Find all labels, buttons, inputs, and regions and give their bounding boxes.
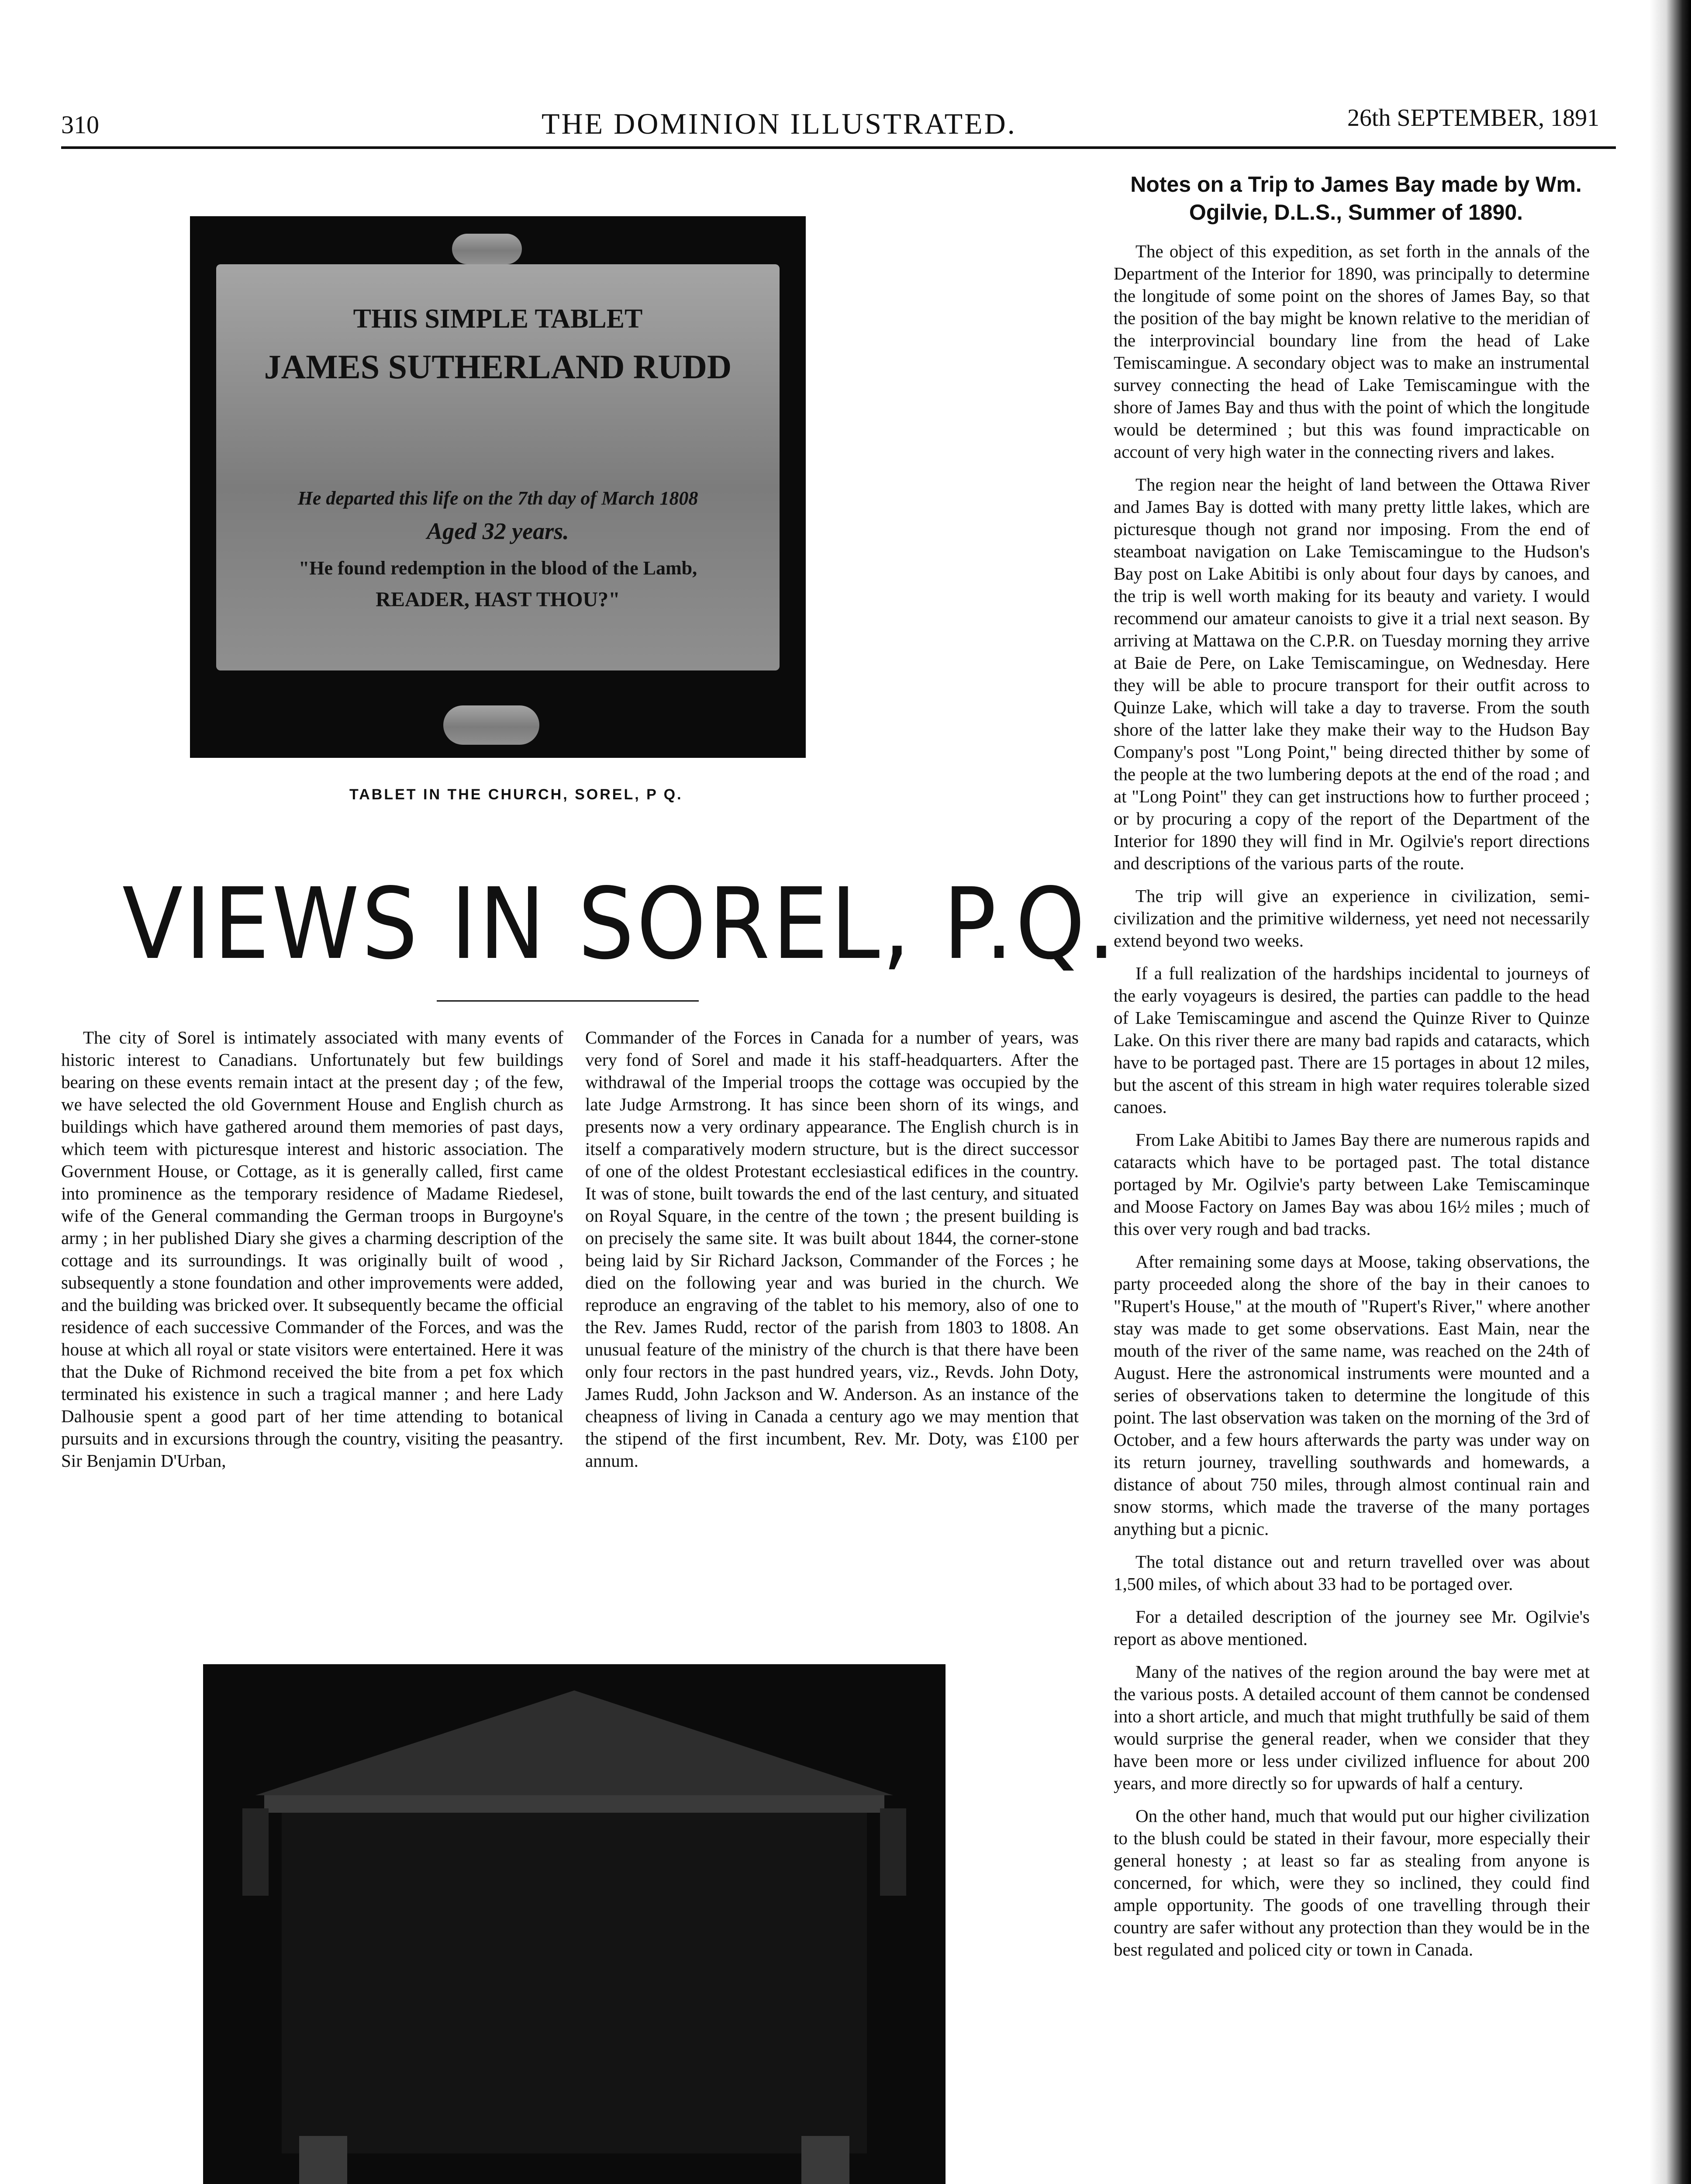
article-paragraph: The trip will give an experience in civilization, semi-civilization and the primitive wilderness, yet need not necessarily extend beyond two weeks. — [1114, 886, 1590, 950]
masthead: THE DOMINION ILLUSTRATED. — [542, 107, 1017, 140]
tablet-line: READER, HAST THOU?" — [376, 588, 620, 611]
tablet-pediment — [203, 1664, 946, 2184]
article-paragraph: Commander of the Forces in Canada for a number of years, was very fond of Sorel and made it his staff-headquarters. After the withdrawal of the Imperial troops the cottage was occupied by the late Judge Armstrong. It has since been shorn of its wings, and presents now a very ordinary appearance. The English church is in itself a comparatively modern structure, but is the direct successor of one of the oldest Protestant ecclesiastical edifices in the country. It was of stone, built towards the end of the last century, and situated on Royal Square, in the centre of the town ; the present building is on precisely the same site. It was built about 1844, the corner-stone being laid by Sir Richard Jackson, Commander of the Forces ; he died on the following year and was buried in the church. We reproduce an engraving of the tablet to his memory, also of one to the Rev. James Rudd, rector of the parish from 1803 to 1808. An unusual feature of the ministry of the church is that there have been only four rectors in the past hundred years, viz., Revds. John Doty, James Rudd, John Jackson and W. Anderson. As an instance of the cheapness of living in Canada a century ago we may mention that the stipend of the first incumbent, Rev. Mr. Doty, was £100 per annum. — [585, 1027, 1079, 1471]
tablet-line: THIS SIMPLE TABLET — [353, 304, 643, 334]
article-paragraph: On the other hand, much that would put our higher civilization to the blush could be stated in their favour, more especially their general honesty ; at least so far as stealing from anyone is concerned, for which, were they so inclined, they could find ample opportunity. The goods of one travelling through their country are safer without any protection than they would be in the best regulated and policed city or town in Canada. — [1114, 1806, 1590, 1959]
tablet-line: "He found redemption in the blood of the Lamb, — [298, 557, 697, 579]
article-paragraph: The city of Sorel is intimately associated with many events of historic interest to Canadians. Unfortunately but few buildings bearing on these events remain intact at the present day ; of the few, we have selected the old Government House and English church as buildings which have gathered around them memories of past days, which teem with picturesque interest and historic association. The Government House, or Cottage, as it is generally called, first came into prominence as the temporary residence of Madame Riedesel, wife of the General commanding the German troops in Burgoyne's army ; in her published Diary she gives a charming description of the cottage and its surroundings. It was originally built of wood , subsequently a stone foundation and other improvements were added, and the building was bricked over. It subsequently became the official residence of each successive Commander of the Forces, and was the house at which all royal or state visitors were entertained. Here it was that the Duke of Richmond received the bite from a pet fox which terminated his existence in such a tragical manner ; and here Lady Dalhousie spent a good part of her time attending to botanical pursuits and in excursions through the country, visiting the peasantry. Sir Benjamin D'Urban, — [61, 1027, 563, 1471]
tablet-photo-rudd — [190, 216, 806, 758]
tablet-line: He departed this life on the 7th day of March 1808 — [297, 487, 698, 509]
page-number: 310 — [61, 111, 99, 139]
page-edge-shadow — [1650, 0, 1691, 2184]
sorel-article-column-1 — [61, 1026, 563, 1482]
article-paragraph: After remaining some days at Moose, taking observations, the party proceeded along the shore of the bay in their canoes to "Rupert's House," at the mouth of "Rupert's River," where another stay was made to get some observations. East Main, near the mouth of the river of the same name, was reached on the 24th of August. Here the astronomical instruments were mounted and a series of observations taken to determine the longitude of this point. The last observation was taken on the morning of the 3rd of October, and a few hours afterwards the party was under way on its return journey, travelling southwards and homewards, a distance of about 750 miles, through almost continual rain and snow storms, which made the traverse of the many portages anything but a picnic. — [1114, 1251, 1590, 1539]
tablet-photo-jackson — [203, 1664, 946, 2184]
headline: VIEWS IN SOREL, P.Q. — [122, 867, 1118, 981]
tablet-ornament-bottom — [443, 705, 539, 745]
issue-date: 26th SEPTEMBER, 1891 — [1347, 104, 1600, 131]
james-bay-article-column — [1114, 240, 1590, 1971]
james-bay-article-title: Notes on a Trip to James Bay made by Wm. Ogilvie, D.L.S., Summer of 1890. — [1130, 172, 1582, 225]
article-paragraph: Many of the natives of the region around the bay were met at the various posts. A detailed account of them cannot be condensed into a short article, and much that might truthfully be said of them would surprise the general reader, when we consider that they have been more or less under civilized influence for about 200 years, and more directly so for upwards of half a century. — [1114, 1662, 1590, 1793]
article-paragraph: For a detailed description of the journey see Mr. Ogilvie's report as above mentioned. — [1114, 1607, 1590, 1649]
article-paragraph: The total distance out and return travelled over was about 1,500 miles, of which about 33 had to be portaged over. — [1114, 1552, 1590, 1594]
article-paragraph: The region near the height of land between the Ottawa River and James Bay is dotted with many pretty little lakes, which are picturesque though not grand nor imposing. From the end of steamboat navigation on Lake Temiscamingue to the Hudson's Bay post on Lake Abitibi is only about four days by canoes, and the trip is well worth making for its beauty and variety. I would recommend our amateur canoists to give it a trial next season. By arriving at Mattawa on the C.P.R. on Tuesday morning they arrive at Baie de Pere, on Lake Temiscamingue, on Wednesday. Here they will be able to procure transport for their outfit across to Quinze Lake, which will take a day to traverse. From the south shore of the latter lake they make their way to the Hudson Bay Company's post "Long Point," being directed thither by some of the people at the two lumbering depots at the end of the road ; and at "Long Point" they can get instructions how to further proceed ; or by procuring a copy of the report of the Department of the Interior for 1890 they will find in Mr. Ogilvie's report directions and descriptions of the various parts of the route. — [1114, 474, 1590, 873]
header-rule — [61, 146, 1616, 149]
sorel-article-column-2 — [585, 1026, 1079, 1482]
photo-caption: TABLET IN THE CHURCH, SOREL, P Q. — [349, 786, 683, 803]
tablet-ornament-top — [452, 234, 522, 264]
headline-rule — [437, 1000, 699, 1002]
article-paragraph: If a full realization of the hardships incidental to journeys of the early voyageurs is desired, the parties can paddle to the head of Lake Temiscamingue and ascend the Quinze River to Quinze Lake. On this river there are many bad rapids and cataracts, which have to be portaged past. There are 15 portages in about 12 miles, but the ascent of this stream in high water requires tolerable sized canoes. — [1114, 963, 1590, 1117]
article-paragraph: The object of this expedition, as set forth in the annals of the Department of the Interior for 1890, was principally to determine the longitude of some point on the shores of James Bay, so that the position of the bay might be known relative to the meridian of the interprovincial boundary line from the head of Lake Temiscamingue. A secondary object was to make an instrumental survey connecting the head of Lake Temiscamingue with the shore of James Bay and thus with the point of which the longitude would be determined ; but this was found impracticable on account of very high water in the connecting rivers and lakes. — [1114, 241, 1590, 462]
tablet-line: Aged 32 years. — [427, 518, 569, 544]
tablet-line: JAMES SUTHERLAND RUDD — [264, 348, 732, 386]
article-paragraph: From Lake Abitibi to James Bay there are numerous rapids and cataracts which have to be portaged past. The total distance portaged by Mr. Ogilvie's party between Lake Temiscaminque and Moose Factory on James Bay was abou 16½ miles ; much of this over very rough and bad tracks. — [1114, 1130, 1590, 1239]
tablet-stone — [216, 264, 780, 670]
